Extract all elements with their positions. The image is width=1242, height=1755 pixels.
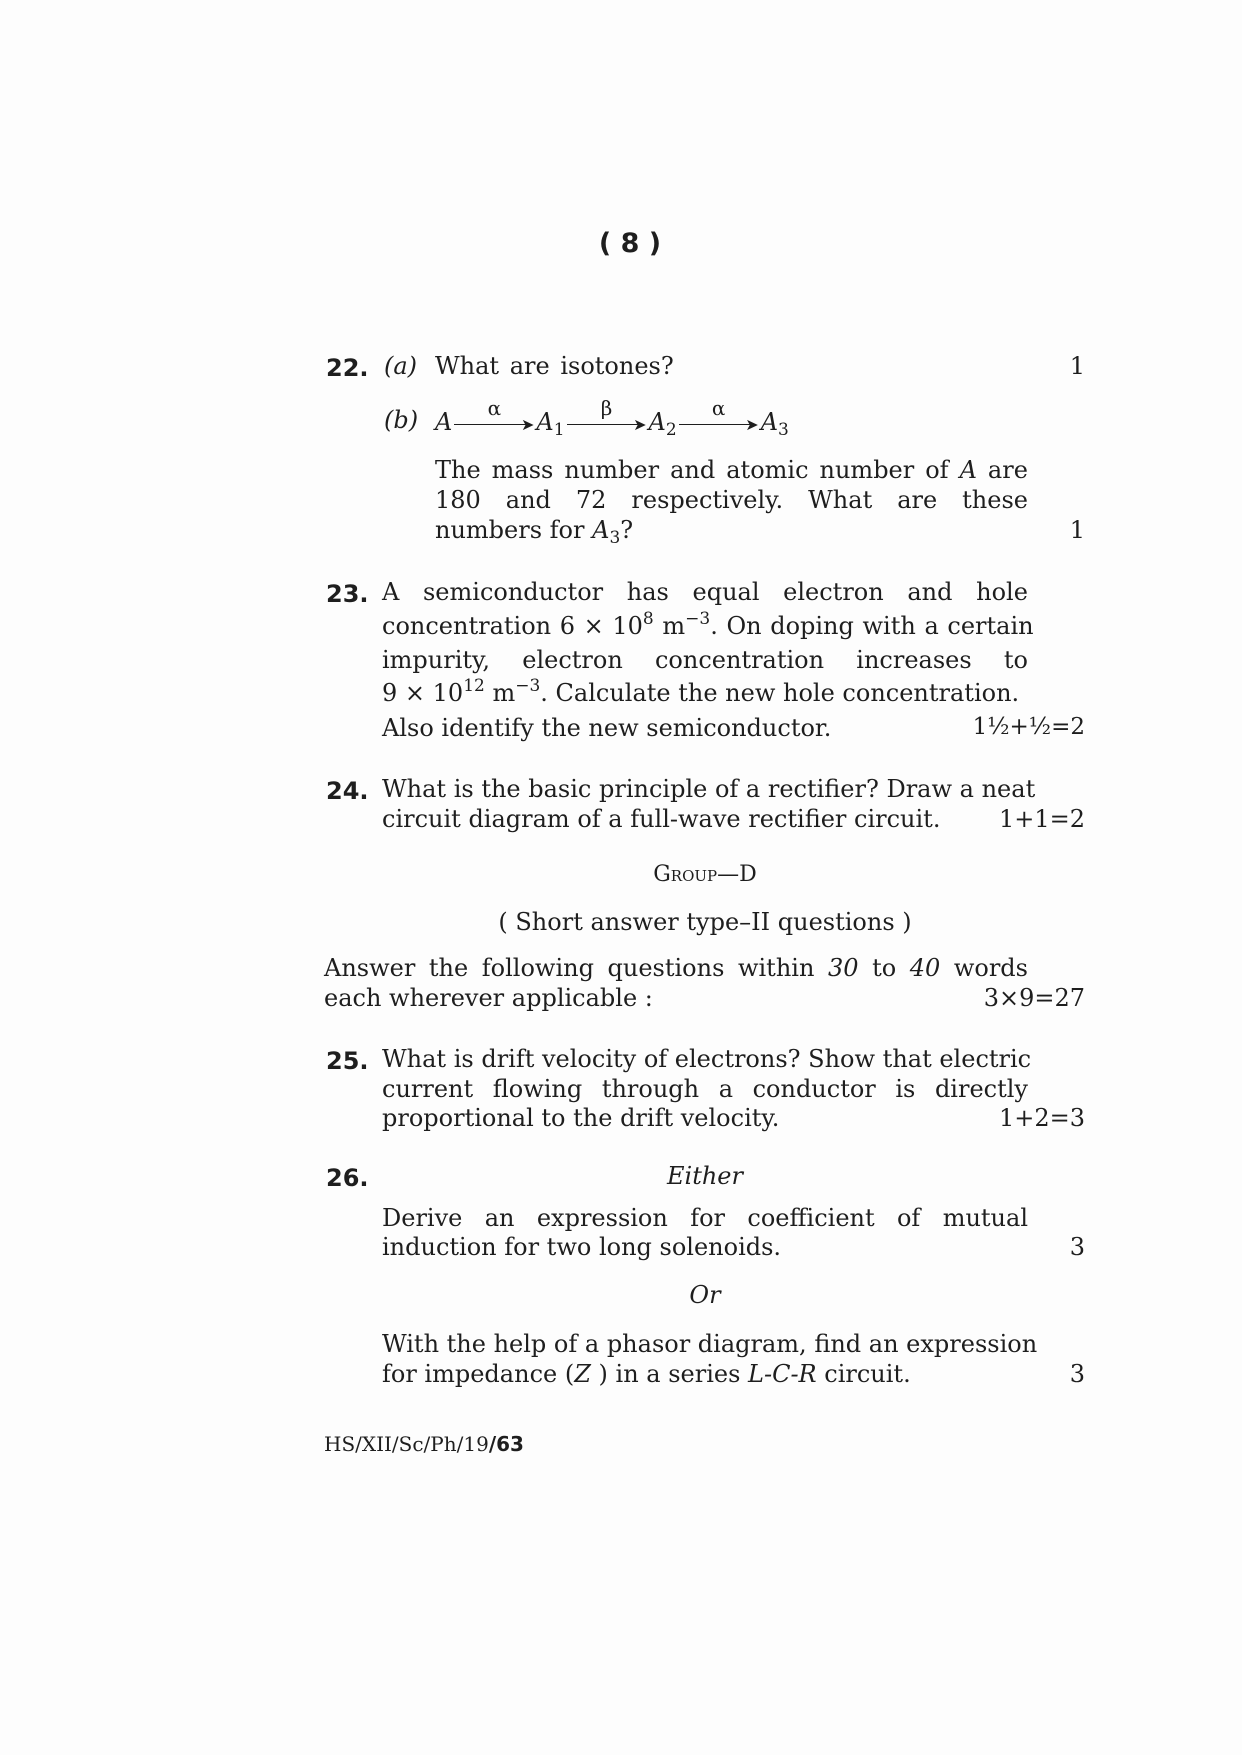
alpha-decay-arrow-2: ➤ α [679, 412, 759, 436]
group-subtitle: ( Short answer type–II questions ) [498, 908, 912, 936]
group-marks: 3×9=27 [983, 984, 1085, 1012]
q26-either-marks: 3 [1069, 1233, 1085, 1261]
question-number-23: 23. [326, 580, 369, 608]
q22-part-b-label: (b) [384, 406, 419, 434]
question-number-22: 22. [326, 354, 369, 382]
q24-line1: What is the basic principle of a rectifier? Draw a neat [382, 775, 1036, 803]
q24-line2: circuit diagram of a full-wave rectifier circuit. [382, 805, 941, 833]
q23-line5: Also identify the new semiconductor. [382, 714, 832, 742]
q23-marks: 1½+½=2 [972, 714, 1085, 740]
q25-line1: What is drift velocity of electrons? Show that electric [382, 1045, 1032, 1073]
q23-line3: impurity, electron concentration increases to [382, 646, 1028, 674]
q22-part-a-text: What are isotones? [435, 352, 674, 380]
nucleus-a1: A [536, 408, 554, 436]
beta-decay-arrow: ➤ β [567, 412, 647, 436]
group-instruction-line1: Answer the following questions within 30 to 40 words [324, 954, 1028, 982]
question-number-26: 26. [326, 1164, 369, 1192]
q24-marks: 1+1=2 [998, 805, 1085, 833]
or-label: Or [689, 1281, 721, 1309]
group-title: Group—D [653, 862, 757, 887]
q23-line2: concentration $6 \times 10^8$ $m^{-3}$. On doping with a certain [382, 609, 1034, 640]
q26-or-marks: 3 [1069, 1360, 1085, 1388]
q26-or-line1: With the help of a phasor diagram, find an expression [382, 1330, 1038, 1358]
nucleus-a3: A [760, 408, 779, 436]
question-number-25: 25. [326, 1047, 369, 1075]
q23-line1: A semiconductor has equal electron and hole [382, 578, 1028, 606]
alpha-decay-arrow: ➤ α [454, 412, 534, 436]
q22-b-line2: 180 and 72 respectively. What are these [435, 486, 1028, 514]
q22-a-marks: 1 [1069, 352, 1085, 380]
question-number-24: 24. [326, 777, 369, 805]
paper-code: HS/XII/Sc/Ph/19/63 [324, 1432, 524, 1456]
q25-marks: 1+2=3 [998, 1104, 1085, 1132]
q25-line2: current flowing through a conductor is directly [382, 1075, 1028, 1103]
nucleus-a: A [435, 408, 453, 436]
q26-either-line1: Derive an expression for coefficient of mutual [382, 1204, 1028, 1232]
q22-part-a-label: (a) [384, 352, 418, 380]
nucleus-a2: A [648, 408, 666, 436]
q26-or-line2: for impedance (Z ) in a series L-C-R circuit. [382, 1360, 911, 1388]
q22-b-line1: The mass number and atomic number of A are [435, 456, 1028, 484]
decay-chain: A ➤ α $A_1$ ➤ β $A_2$ ➤ α $A_3$ [435, 395, 789, 440]
page-number: ( 8 ) [598, 228, 662, 259]
q26-either-line2: induction for two long solenoids. [382, 1233, 782, 1261]
q25-line3: proportional to the drift velocity. [382, 1104, 780, 1132]
group-instruction-line2: each wherever applicable : [324, 984, 653, 1012]
q22-b-marks: 1 [1069, 516, 1085, 544]
either-label: Either [667, 1162, 743, 1190]
q22-b-line3: numbers for $A_3$? [435, 516, 634, 548]
q23-line4: $9 \times 10^{12}$ $m^{-3}$. Calculate the new hole concentration. [382, 676, 1020, 707]
